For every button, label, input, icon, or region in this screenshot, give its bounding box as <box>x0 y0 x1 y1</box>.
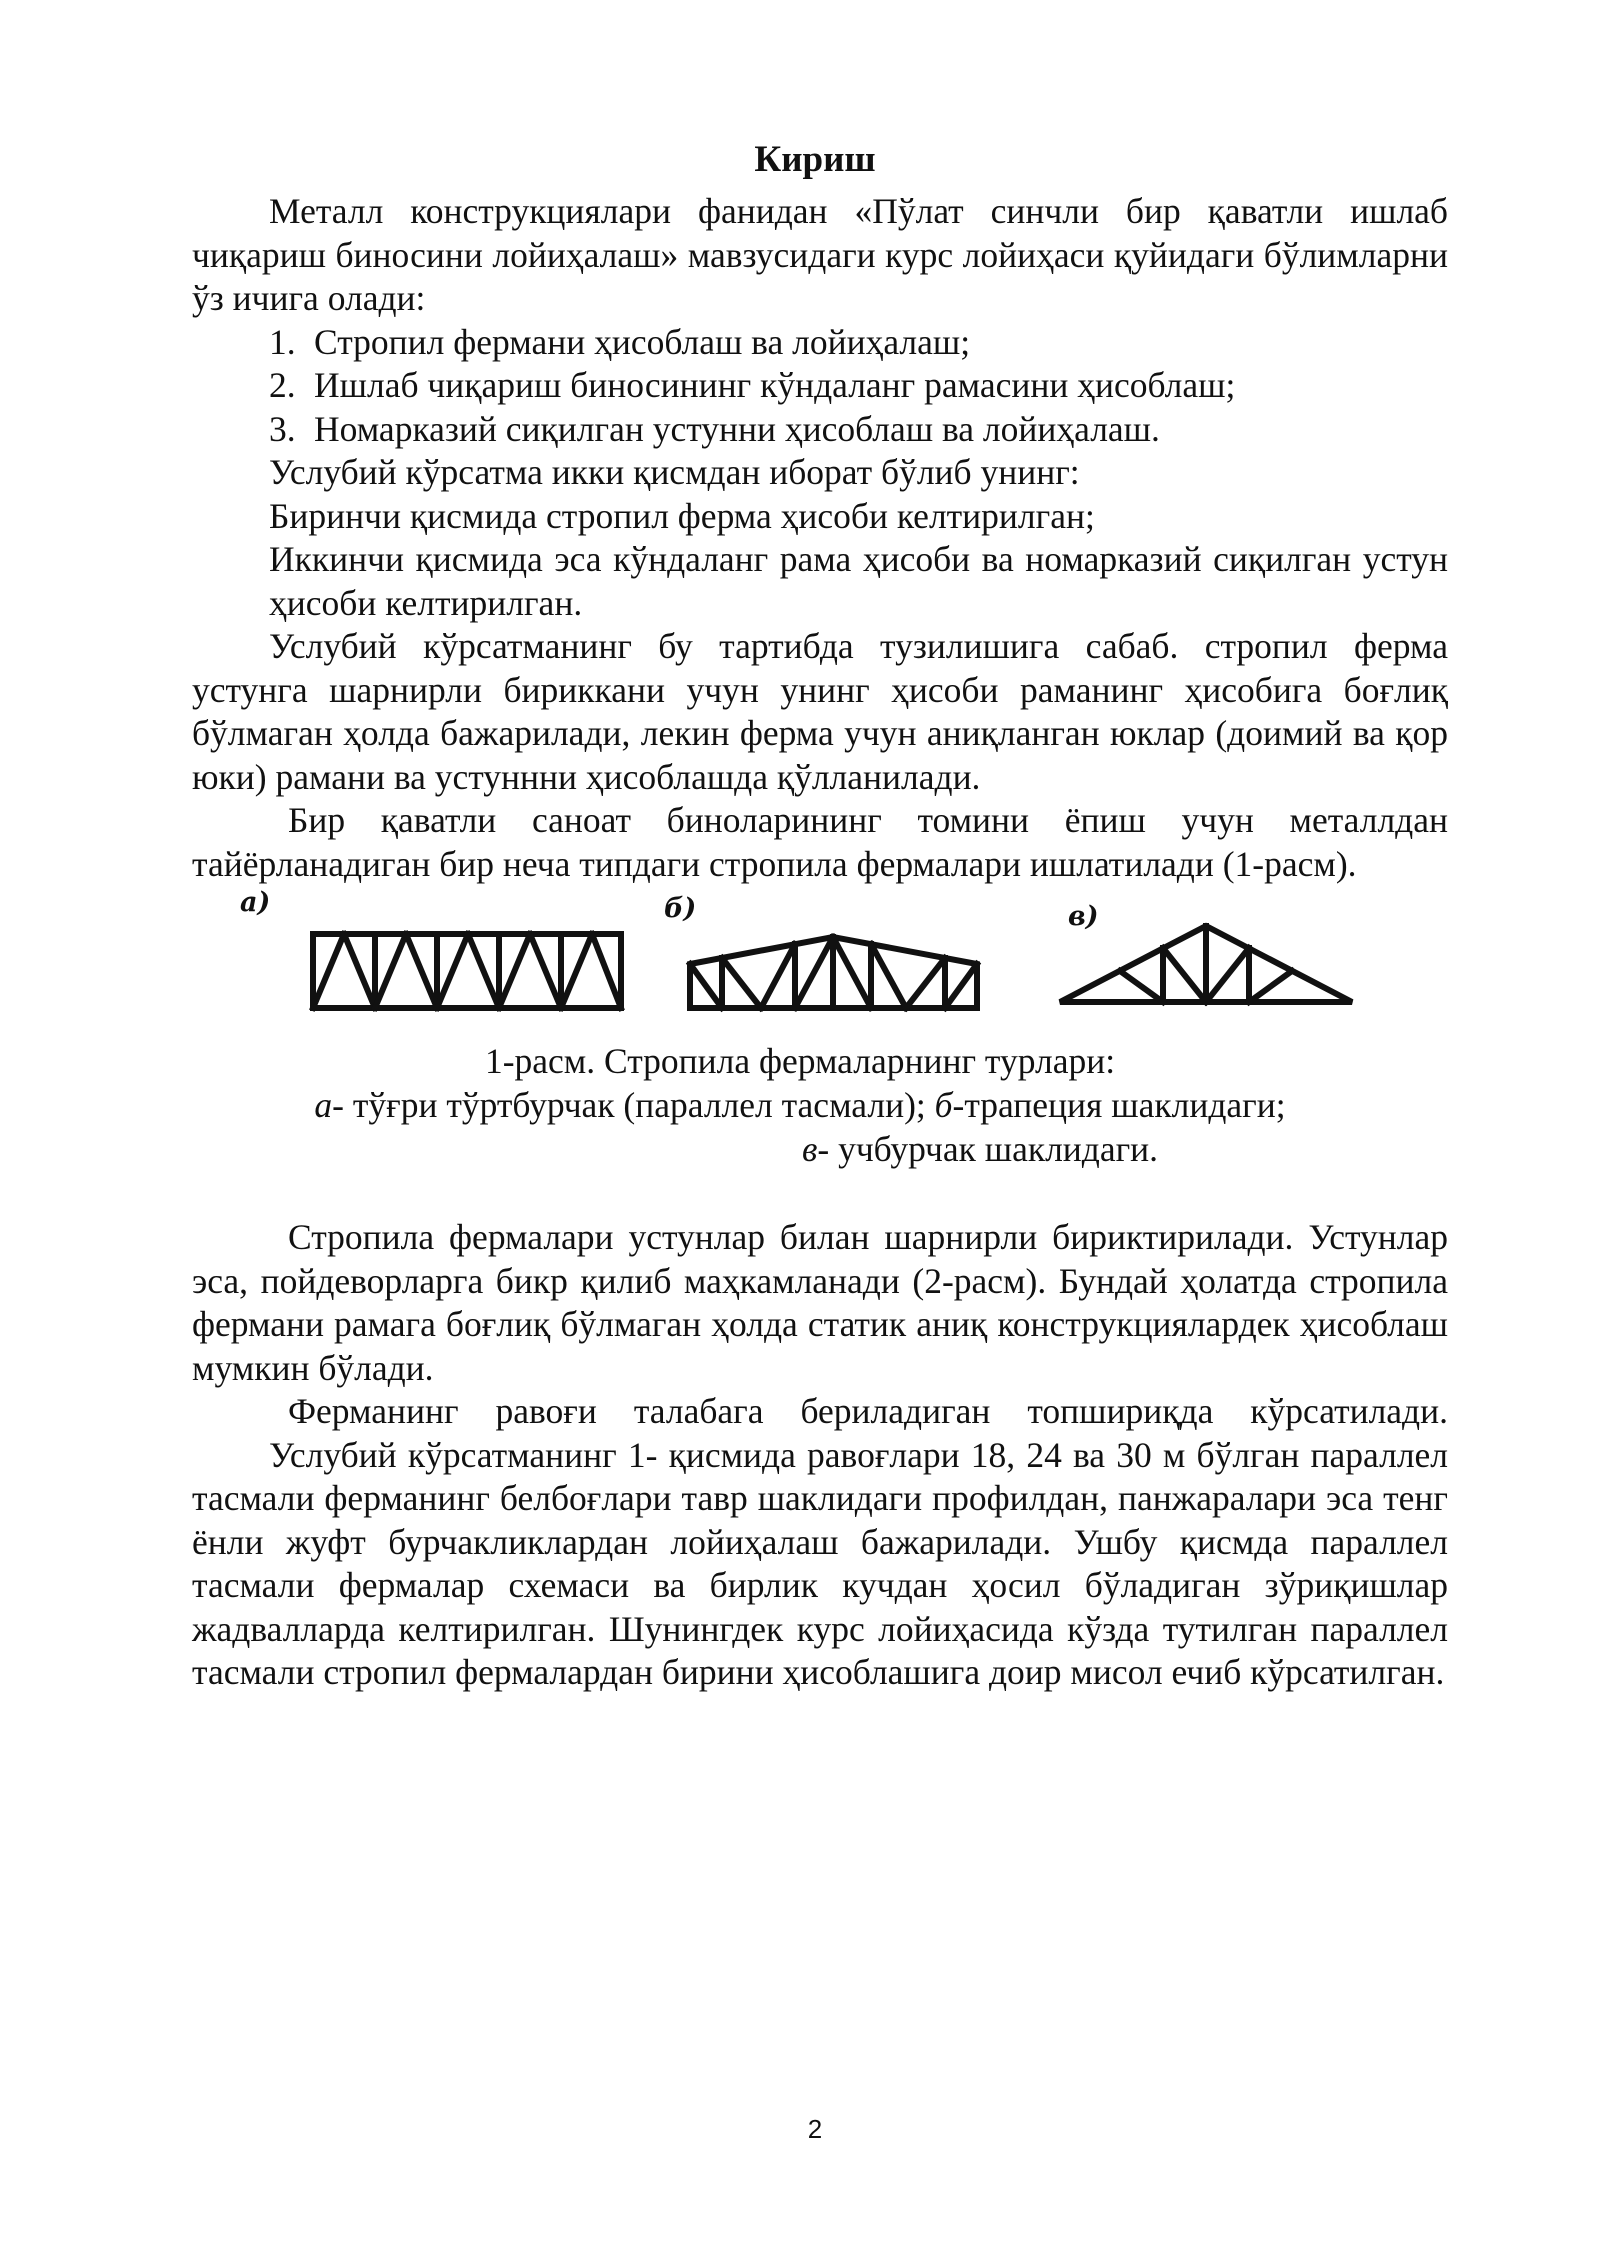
truss-triangular <box>1060 926 1352 1002</box>
method-paragraph: Услубий кўрсатманинг 1- қисмида равоғлари 18, 24 ва 30 м бўлган параллел тасмали ферманинг белбоғлари тавр шаклидаги профилдан, панжаралари эса тенг ёнли жуфт бурчакликлардан лойиҳалаш бажарилади. Ушбу қисмда параллел тасмали фермалар схемаси ва бирлик кучдан ҳосил бўладиган зўриқишлар жадвалларда келтирилган. Шунингдек курс лойиҳасида кўзда тутилган параллел тасмали стропил фермалардан бирини ҳисоблашига доир мисол ечиб кўрсатилган. <box>192 1434 1448 1692</box>
truss-diagrams <box>0 888 1600 1048</box>
structure-line-3: Иккинчи қисмида эса кўндаланг рама ҳисоби ва номарказий сиқилган устун ҳисоби келтирилган. <box>269 539 1448 623</box>
figure-caption-title: 1-расм. Стропила фермаларнинг турлари: <box>484 1041 1116 1081</box>
intro-section <box>192 190 1448 886</box>
structure-line-1: Услубий кўрсатма икки қисмдан иборат бўлиб унинг: <box>269 452 1080 492</box>
hinged-connection-paragraph: Стропила фермалари устунлар билан шарнирли бириктирилади. Устунлар эса, пойдеворларга бикр қилиб маҳкамланади (2-расм). Бундай ҳолатда стропила фермани рамага боғлиқ бўлмаган ҳолда статик аниқ конструкциялардек ҳисоблаш мумкин бўлади. <box>192 1217 1448 1388</box>
figure-caption-line-2 <box>0 1084 1600 1128</box>
figure-label-v: в) <box>1068 901 1099 932</box>
caption-letter-a: а <box>314 1085 333 1125</box>
intro-paragraph: Металл конструкциялари фанидан «Пўлат синчли бир қаватли ишлаб чиқариш биносини лойиҳалаш» мавзусидаги курс лойиҳаси қуйидаги бўлимларни ўз ичига олади: <box>192 191 1448 318</box>
truss-types-paragraph: Бир қаватли саноат биноларининг томини ёпиш учун металлдан тайёрланадиган бир неча типдаги стропила фермалари ишлатилади (1-расм). <box>192 800 1448 884</box>
list-item <box>192 321 1448 365</box>
caption-letter-b: б <box>934 1085 953 1125</box>
figure-label-a: а) <box>240 887 271 918</box>
list-text: Номарказий сиқилган устунни ҳисоблаш ва лойиҳалаш. <box>314 408 1160 449</box>
list-text: Ишлаб чиқариш биносининг кўндаланг рамасини ҳисоблаш; <box>314 365 1236 405</box>
caption-letter-v: в <box>801 1129 818 1169</box>
structure-line-2: Биринчи қисмида стропил ферма ҳисоби келтирилган; <box>269 495 1095 536</box>
rationale-paragraph: Услубий кўрсатманинг бу тартибда тузилишига сабаб. стропил ферма устунга шарнирли бириккани учун унинг ҳисоби раманинг ҳисобига боғлиқ бўлмаган ҳолда бажарилади, лекин ферма учун аниқланган юклар (доимий ва қор юки) рамани ва устуннни ҳисоблашда қўлланилади. <box>192 626 1448 797</box>
figure-label-b: б) <box>664 893 697 924</box>
list-text: Стропил фермани ҳисоблаш ва лойиҳалаш; <box>314 321 971 362</box>
list-number: 3. <box>269 408 296 449</box>
list-item <box>192 364 1448 408</box>
caption-text-b: -трапеция шаклидаги; <box>952 1085 1286 1125</box>
truss-parallel-chord <box>313 934 621 1008</box>
caption-text-a: - тўғри тўртбурчак (параллел тасмали); <box>332 1085 935 1125</box>
list-item <box>192 408 1448 452</box>
list-number: 1. <box>269 321 296 362</box>
truss-trapezoidal <box>690 937 977 1008</box>
page-title: Кириш <box>754 139 876 180</box>
span-paragraph: Ферманинг равоғи талабага бериладиган топшириқда кўрсатилади. <box>288 1391 1448 1431</box>
list-number: 2. <box>269 365 296 405</box>
page-number: 2 <box>807 2114 823 2144</box>
figure-caption-line-3 <box>180 1128 1600 1172</box>
figure-truss-types <box>0 888 1600 1048</box>
body-section <box>192 1216 1448 1695</box>
caption-text-v: - учбурчак шаклидаги. <box>817 1129 1159 1169</box>
